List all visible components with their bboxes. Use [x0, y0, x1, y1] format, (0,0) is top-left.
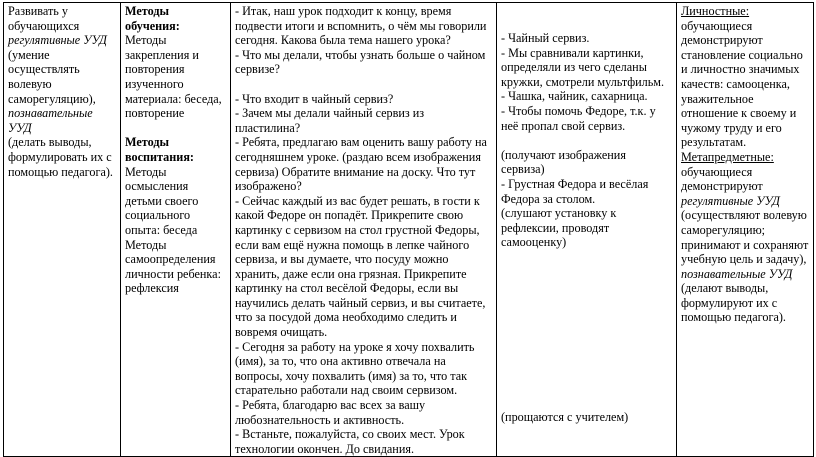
- metasubject-cognitive: познавательные УУД: [681, 266, 793, 281]
- teacher-line-7: - Сегодня за работу на уроке я хочу похвалить (имя), за то, что она активно отвечала на вопросы, хочу похвалить (имя) за то, что так старательно работали над своим сервизом.: [235, 339, 475, 398]
- upbringing-methods-text: Методы осмысления детьми своего социального опыта: беседа Методы самоопределения личности ребенка: рефлексия: [125, 164, 221, 296]
- student-line-2: - Мы сравнивали картинки, определяли из чего сделаны кружки, смотрели мультфильм.: [501, 45, 665, 89]
- teacher-line-9: - Встаньте, пожалуйста, со своих мест. Урок технологии окончен. До свидания.: [235, 427, 465, 456]
- teacher-line-3: - Что входит в чайный сервиз?: [235, 91, 394, 106]
- goals-text-3: (делать выводы, формулировать их с помощью педагога).: [8, 135, 113, 179]
- metasubject-text-2: (осуществляют волевую саморегуляцию; принимают и сохраняют учебную цель и задачу),: [681, 208, 809, 267]
- teacher-line-8: - Ребята, благодарю вас всех за вашу любознательность и активность.: [235, 398, 426, 427]
- student-line-7: (слушают установку к рефлексии, проводят самооценку): [501, 206, 617, 250]
- teacher-line-2: - Что мы делали, чтобы узнать больше о чайном сервизе?: [235, 47, 486, 77]
- metasubject-regulative: регулятивные УУД: [681, 193, 780, 208]
- upbringing-methods-heading: Методы воспитания:: [125, 135, 194, 164]
- personal-text: обучающиеся демонстрируют становление социально и личностно значимых качеств: самооценка, уважительное отношение к своему и чужому труду и его результатам.: [681, 18, 803, 150]
- goals-text-2: (умение осуществлять волевую саморегуляцию),: [8, 47, 96, 106]
- teaching-methods-text: Методы закрепления и повторения изученного материала: беседа, повторение: [125, 33, 222, 121]
- lesson-plan-table: [3, 2, 814, 457]
- student-line-4: - Чтобы помочь Федоре, т.к. у неё пропал свой сервиз.: [501, 103, 656, 133]
- student-line-3: - Чашка, чайник, сахарница.: [501, 89, 648, 104]
- teacher-line-5: - Ребята, предлагаю вам оценить вашу работу на сегодняшнем уроке. (раздаю всем изображения сервиза) Обратите внимание на доску. Что тут изображено?: [235, 135, 487, 194]
- metasubject-text-3: (делают выводы, формулируют их с помощью педагога).: [681, 281, 786, 325]
- metasubject-heading: Метапредметные:: [681, 149, 774, 164]
- outcomes-cell: [677, 3, 814, 457]
- student-line-8: (прощаются с учителем): [501, 409, 629, 424]
- teacher-activity-cell: [231, 3, 497, 457]
- personal-heading: Личностные:: [681, 4, 750, 18]
- student-activity-cell: [497, 3, 677, 457]
- teaching-methods-heading: Методы обучения:: [125, 4, 180, 33]
- student-line-6: - Грустная Федора и весёлая Федора за столом.: [501, 176, 649, 206]
- goals-cell: [4, 3, 121, 457]
- metasubject-text-1: обучающиеся демонстрируют: [681, 164, 763, 194]
- teacher-line-1: - Итак, наш урок подходит к концу, время подвести итоги и вспомнить, о чём мы говорили сегодня. Какова была тема нашего урока?: [235, 4, 487, 48]
- teacher-line-6: - Сейчас каждый из вас будет решать, в гости к какой Федоре он попадёт. Прикрепите свою картинку с сервизом на стол грустной Федоры, если вам ещё нужна помощь в лепке чайного сервиза, и вы думаете, что посуду можно хранить, даже если она грязная. Прикрепите картинку на стол весёлой Федоры, если вы научились делать чайный сервиз, и вы считаете, что за посудой дома необходимо следить и вовремя очищать.: [235, 193, 486, 340]
- goals-cognitive: познавательные УУД: [8, 106, 93, 135]
- goals-text-1: Развивать у обучающихся: [8, 4, 80, 33]
- table-row: [4, 3, 814, 457]
- goals-regulative: регулятивные УУД: [8, 33, 107, 48]
- student-line-5: (получают изображения сервиза): [501, 147, 626, 177]
- teacher-line-4: - Зачем мы делали чайный сервиз из пластилина?: [235, 106, 425, 135]
- student-line-1: - Чайный сервиз.: [501, 31, 590, 45]
- methods-cell: [121, 3, 231, 457]
